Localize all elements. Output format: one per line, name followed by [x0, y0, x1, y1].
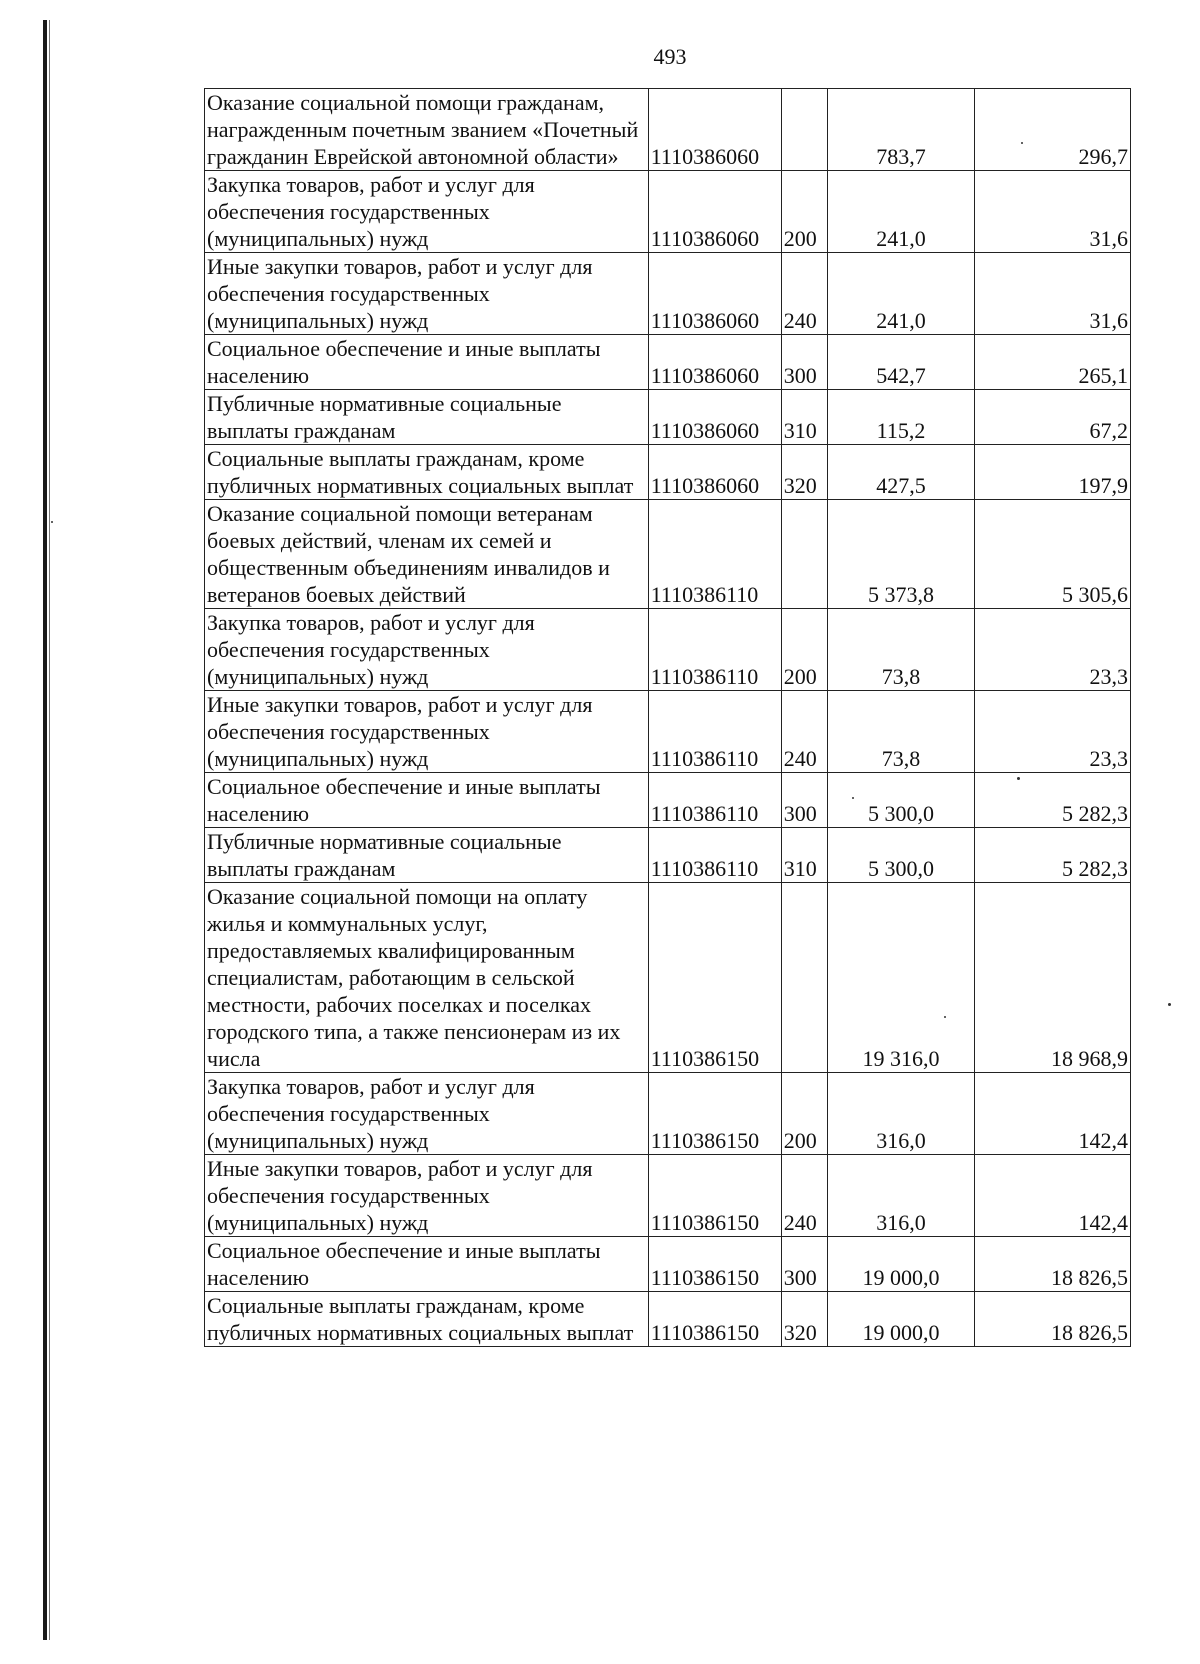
- table-row: [205, 773, 1131, 828]
- row-plan-amount: 542,7: [828, 335, 974, 390]
- row-name: Иные закупки товаров, работ и услуг для обеспечения государственных (муниципальных) нужд: [205, 1155, 649, 1237]
- row-name: Оказание социальной помощи на оплату жилья и коммунальных услуг, предоставляемых квалифицированным специалистам, работающим в сельской местности, рабочих поселках и поселках городского типа, а также пенсионерам из их числа: [205, 883, 649, 1073]
- row-expense-type: [781, 89, 828, 171]
- row-expense-type: 300: [781, 773, 828, 828]
- row-expense-type: [781, 500, 828, 609]
- table-row: [205, 253, 1131, 335]
- scan-speck: [51, 521, 53, 523]
- row-actual-amount: 142,4: [974, 1073, 1130, 1155]
- table-row: [205, 445, 1131, 500]
- row-code: 1110386150: [648, 1237, 781, 1292]
- row-plan-amount: 783,7: [828, 89, 974, 171]
- row-plan-amount: 5 300,0: [828, 773, 974, 828]
- row-plan-amount: 5 373,8: [828, 500, 974, 609]
- row-name: Социальное обеспечение и иные выплаты населению: [205, 773, 649, 828]
- row-code: 1110386110: [648, 691, 781, 773]
- row-actual-amount: 18 968,9: [974, 883, 1130, 1073]
- row-expense-type: [781, 883, 828, 1073]
- row-code: 1110386060: [648, 445, 781, 500]
- table-row: [205, 89, 1131, 171]
- row-actual-amount: 265,1: [974, 335, 1130, 390]
- row-plan-amount: 73,8: [828, 691, 974, 773]
- table-row: [205, 1292, 1131, 1347]
- binding-edge-line: [43, 20, 47, 1640]
- row-code: 1110386150: [648, 883, 781, 1073]
- row-code: 1110386060: [648, 89, 781, 171]
- row-actual-amount: 67,2: [974, 390, 1130, 445]
- row-code: 1110386060: [648, 253, 781, 335]
- row-actual-amount: 5 305,6: [974, 500, 1130, 609]
- row-plan-amount: 19 000,0: [828, 1292, 974, 1347]
- row-name: Закупка товаров, работ и услуг для обеспечения государственных (муниципальных) нужд: [205, 1073, 649, 1155]
- row-plan-amount: 427,5: [828, 445, 974, 500]
- row-expense-type: 240: [781, 1155, 828, 1237]
- table-row: [205, 171, 1131, 253]
- row-expense-type: 320: [781, 445, 828, 500]
- row-actual-amount: 18 826,5: [974, 1237, 1130, 1292]
- table-row: [205, 691, 1131, 773]
- row-code: 1110386110: [648, 773, 781, 828]
- page-number: 493: [653, 44, 687, 69]
- row-name: Иные закупки товаров, работ и услуг для обеспечения государственных (муниципальных) нужд: [205, 691, 649, 773]
- row-actual-amount: 23,3: [974, 691, 1130, 773]
- row-expense-type: 200: [781, 1073, 828, 1155]
- row-actual-amount: 23,3: [974, 609, 1130, 691]
- row-actual-amount: 5 282,3: [974, 828, 1130, 883]
- row-name: Социальные выплаты гражданам, кроме публичных нормативных социальных выплат: [205, 445, 649, 500]
- table-row: [205, 335, 1131, 390]
- scan-speck: [1168, 1003, 1171, 1006]
- table-row: [205, 1073, 1131, 1155]
- row-expense-type: 200: [781, 609, 828, 691]
- row-plan-amount: 115,2: [828, 390, 974, 445]
- scan-speck: [852, 797, 854, 799]
- row-name: Оказание социальной помощи гражданам, награжденным почетным званием «Почетный гражданин Еврейской автономной области»: [205, 89, 649, 171]
- row-plan-amount: 19 316,0: [828, 883, 974, 1073]
- row-plan-amount: 73,8: [828, 609, 974, 691]
- row-actual-amount: 197,9: [974, 445, 1130, 500]
- row-expense-type: 310: [781, 828, 828, 883]
- scan-speck: [1017, 777, 1020, 780]
- row-actual-amount: 5 282,3: [974, 773, 1130, 828]
- row-code: 1110386110: [648, 609, 781, 691]
- table-row: [205, 1155, 1131, 1237]
- row-name: Иные закупки товаров, работ и услуг для обеспечения государственных (муниципальных) нужд: [205, 253, 649, 335]
- row-plan-amount: 19 000,0: [828, 1237, 974, 1292]
- row-plan-amount: 241,0: [828, 171, 974, 253]
- row-code: 1110386060: [648, 390, 781, 445]
- row-expense-type: 320: [781, 1292, 828, 1347]
- row-code: 1110386150: [648, 1155, 781, 1237]
- row-code: 1110386150: [648, 1292, 781, 1347]
- row-plan-amount: 316,0: [828, 1155, 974, 1237]
- row-name: Социальное обеспечение и иные выплаты населению: [205, 1237, 649, 1292]
- row-code: 1110386150: [648, 1073, 781, 1155]
- budget-table-body: [205, 89, 1131, 1347]
- table-row: [205, 883, 1131, 1073]
- row-code: 1110386060: [648, 335, 781, 390]
- table-row: [205, 500, 1131, 609]
- binding-edge-shadow: [49, 20, 50, 1640]
- row-plan-amount: 241,0: [828, 253, 974, 335]
- row-name: Закупка товаров, работ и услуг для обеспечения государственных (муниципальных) нужд: [205, 171, 649, 253]
- row-plan-amount: 5 300,0: [828, 828, 974, 883]
- row-code: 1110386110: [648, 500, 781, 609]
- budget-table: [204, 88, 1131, 1347]
- row-expense-type: 240: [781, 253, 828, 335]
- scan-speck: [944, 1016, 946, 1018]
- row-actual-amount: 31,6: [974, 171, 1130, 253]
- row-name: Социальное обеспечение и иные выплаты населению: [205, 335, 649, 390]
- row-expense-type: 300: [781, 1237, 828, 1292]
- row-code: 1110386060: [648, 171, 781, 253]
- row-expense-type: 240: [781, 691, 828, 773]
- row-name: Публичные нормативные социальные выплаты гражданам: [205, 828, 649, 883]
- row-plan-amount: 316,0: [828, 1073, 974, 1155]
- row-name: Социальные выплаты гражданам, кроме публичных нормативных социальных выплат: [205, 1292, 649, 1347]
- table-row: [205, 828, 1131, 883]
- row-name: Оказание социальной помощи ветеранам боевых действий, членам их семей и общественным объединениям инвалидов и ветеранов боевых действий: [205, 500, 649, 609]
- row-actual-amount: 296,7: [974, 89, 1130, 171]
- row-actual-amount: 142,4: [974, 1155, 1130, 1237]
- row-expense-type: 310: [781, 390, 828, 445]
- row-actual-amount: 31,6: [974, 253, 1130, 335]
- table-row: [205, 390, 1131, 445]
- row-expense-type: 200: [781, 171, 828, 253]
- row-name: Закупка товаров, работ и услуг для обеспечения государственных (муниципальных) нужд: [205, 609, 649, 691]
- table-row: [205, 609, 1131, 691]
- row-name: Публичные нормативные социальные выплаты гражданам: [205, 390, 649, 445]
- row-actual-amount: 18 826,5: [974, 1292, 1130, 1347]
- row-code: 1110386110: [648, 828, 781, 883]
- row-expense-type: 300: [781, 335, 828, 390]
- table-row: [205, 1237, 1131, 1292]
- scan-speck: [1021, 142, 1023, 144]
